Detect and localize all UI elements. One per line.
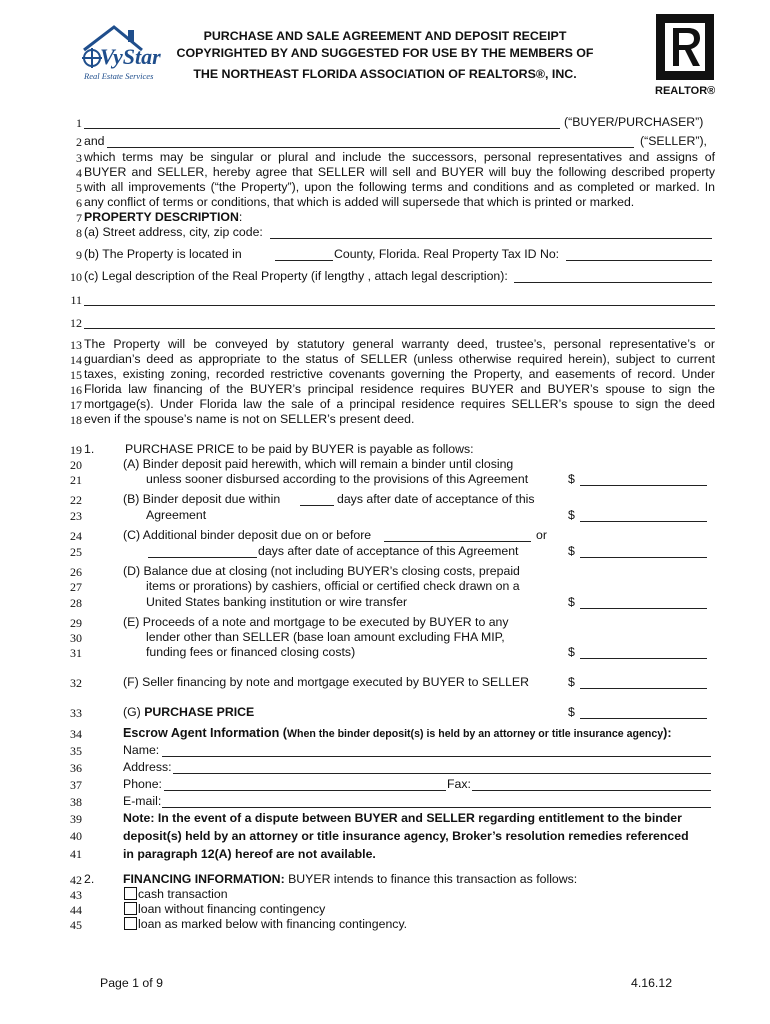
- county-label: (b) The Property is located in: [84, 247, 242, 261]
- line-number: 27: [70, 580, 82, 594]
- form-version: 4.16.12: [631, 976, 673, 990]
- line-number: 18: [70, 413, 82, 427]
- paragraph-line-16: Florida law financing of the BUYER’s principal residence requires BUYER and BUYER’s spouse to sign the: [84, 382, 715, 396]
- line-number: 13: [70, 338, 82, 352]
- realtor-label: REALTOR®: [655, 85, 716, 97]
- loan-no-contingency-label: loan without financing contingency: [138, 902, 326, 916]
- line-number: 35: [70, 744, 82, 758]
- item-b-label-2: days after date of acceptance of this: [337, 492, 535, 506]
- loan-with-contingency-label: loan as marked below with financing contingency.: [138, 917, 408, 931]
- dollar-sign: $: [568, 508, 575, 522]
- item-d-line-2: items or prorations) by cashiers, official or certified check drawn on a: [146, 579, 520, 593]
- legal-description-line-11[interactable]: [84, 293, 715, 306]
- dollar-sign: $: [568, 595, 575, 609]
- line-number: 20: [70, 458, 82, 472]
- line-number: 7: [76, 211, 82, 225]
- line-number: 38: [70, 795, 82, 809]
- note-line-40: deposit(s) held by an attorney or title insurance agency, Broker’s resolution remedies referenced: [123, 829, 689, 843]
- note-line-39: Note: In the event of a dispute between BUYER and SELLER regarding entitlement to the binder: [123, 811, 682, 825]
- paragraph-line-17: mortgage(s). Under Florida law the sale of a principal residence requires SELLER’s spouse to sign the deed: [84, 397, 715, 411]
- realtor-r-icon: [656, 14, 714, 80]
- section-1-number: 1.: [84, 442, 95, 456]
- line-number: 3: [76, 151, 82, 165]
- header-line-2: COPYRIGHTED BY AND SUGGESTED FOR USE BY THE MEMBERS OF: [176, 46, 594, 60]
- item-d-line-1: (D) Balance due at closing (not including BUYER’s closing costs, prepaid: [123, 564, 520, 578]
- logo-brand: VyStar: [100, 44, 161, 69]
- item-a-line-1: (A) Binder deposit paid herewith, which will remain a binder until closing: [123, 457, 514, 471]
- amount-f-field[interactable]: [580, 676, 707, 689]
- paragraph-line-6: any conflict of terms or conditions, that which is added will supersede that which is printed or marked.: [84, 195, 635, 209]
- street-address-label: (a) Street address, city, zip code:: [84, 225, 263, 239]
- paragraph-line-15: taxes, existing zoning, recorded restrictive covenants governing the Property, and easements of record. Under: [84, 367, 715, 381]
- escrow-agent-heading: [123, 726, 672, 742]
- item-c-line-2: days after date of acceptance of this Agreement: [258, 544, 519, 558]
- line-number: 1: [76, 116, 82, 130]
- paragraph-line-5: with all improvements (“the Property”), upon the following terms and conditions and as completed or marked. In: [84, 180, 715, 194]
- line-number: 31: [70, 646, 82, 660]
- item-c-or: or: [536, 528, 547, 542]
- line-number: 22: [70, 493, 82, 507]
- dollar-sign: $: [568, 705, 575, 719]
- line-number: 23: [70, 509, 82, 523]
- financing-title: FINANCING INFORMATION:: [123, 872, 285, 886]
- paragraph-line-4: BUYER and SELLER, hereby agree that SELLER will sell and BUYER will buy the following described property: [84, 165, 715, 179]
- escrow-address-field[interactable]: [173, 761, 711, 774]
- line-number: 6: [76, 196, 82, 210]
- line-number: 39: [70, 812, 82, 826]
- tax-id-label: County, Florida. Real Property Tax ID No:: [334, 247, 560, 261]
- paragraph-line-18: even if the spouse’s name is not on SELLER’s present deed.: [84, 412, 415, 426]
- escrow-fax-label: Fax:: [447, 777, 471, 791]
- escrow-email-field[interactable]: [162, 795, 711, 808]
- item-e-line-1: (E) Proceeds of a note and mortgage to be executed by BUYER to any: [123, 615, 509, 629]
- loan-no-contingency-checkbox[interactable]: [124, 902, 137, 915]
- item-a-line-2: unless sooner disbursed according to the provisions of this Agreement: [146, 472, 529, 486]
- item-g-line: [123, 705, 254, 720]
- escrow-phone-field[interactable]: [164, 778, 446, 791]
- note-line-41: in paragraph 12(A) hereof are not available.: [123, 847, 376, 861]
- seller-label: (“SELLER”),: [640, 134, 707, 148]
- line-number: 5: [76, 181, 82, 195]
- page-number: Page 1 of 9: [100, 976, 163, 990]
- additional-binder-date-field[interactable]: [384, 529, 531, 542]
- line-number: 9: [76, 248, 82, 262]
- paragraph-line-3: which terms may be singular or plural and include the successors, personal representatives and assigns of: [84, 150, 715, 164]
- legal-description-field[interactable]: [514, 270, 712, 283]
- and-text: and: [84, 134, 105, 148]
- binder-days-field[interactable]: [300, 493, 334, 506]
- escrow-name-label: Name:: [123, 743, 160, 757]
- line-number: 28: [70, 596, 82, 610]
- paragraph-line-13: The Property will be conveyed by statutory general warranty deed, trustee’s, personal representative’s or: [84, 337, 715, 351]
- line-number: 8: [76, 226, 82, 240]
- dollar-sign: $: [568, 675, 575, 689]
- line-number: 24: [70, 529, 82, 543]
- item-e-line-3: funding fees or financed closing costs): [146, 645, 356, 659]
- line-number: 26: [70, 565, 82, 579]
- line-number: 37: [70, 778, 82, 792]
- purchase-price-intro: PURCHASE PRICE to be paid by BUYER is payable as follows:: [125, 442, 474, 456]
- amount-a-field[interactable]: [580, 473, 707, 486]
- escrow-email-label: E-mail:: [123, 794, 162, 808]
- line-number: 14: [70, 353, 82, 367]
- option-loan-no-contingency[interactable]: [124, 902, 325, 917]
- line-number: 34: [70, 727, 82, 741]
- line-number: 21: [70, 473, 82, 487]
- logo-subtitle: Real Estate Services: [84, 71, 154, 81]
- property-description-title: PROPERTY DESCRIPTION: [84, 210, 239, 224]
- escrow-close: ):: [663, 726, 672, 740]
- cash-label: cash transaction: [138, 887, 228, 901]
- county-field[interactable]: [275, 248, 333, 261]
- item-d-line-3: United States banking institution or wire transfer: [146, 595, 408, 609]
- escrow-name-field[interactable]: [162, 744, 711, 757]
- loan-with-contingency-checkbox[interactable]: [124, 917, 137, 930]
- dollar-sign: $: [568, 472, 575, 486]
- line-number: 44: [70, 903, 82, 917]
- cash-checkbox[interactable]: [124, 887, 137, 900]
- additional-binder-days-field[interactable]: [148, 545, 257, 558]
- amount-d-field[interactable]: [580, 596, 707, 609]
- dollar-sign: $: [568, 645, 575, 659]
- financing-intro: BUYER intends to finance this transaction as follows:: [288, 872, 578, 886]
- buyer-label: (“BUYER/PURCHASER”): [564, 115, 704, 129]
- escrow-phone-label: Phone:: [123, 777, 162, 791]
- purchase-price-total-label: PURCHASE PRICE: [144, 705, 255, 719]
- street-address-field[interactable]: [270, 226, 712, 239]
- line-number: 45: [70, 918, 82, 932]
- line-number: 12: [70, 316, 82, 330]
- legal-description-label: (c) Legal description of the Real Property (if lengthy , attach legal description):: [84, 269, 508, 283]
- line-number: 36: [70, 761, 82, 775]
- legal-description-line-12[interactable]: [84, 316, 715, 329]
- amount-b-field[interactable]: [580, 509, 707, 522]
- line-number: 40: [70, 829, 82, 843]
- option-loan-with-contingency[interactable]: [124, 917, 407, 932]
- option-cash[interactable]: [124, 887, 228, 902]
- tax-id-field[interactable]: [566, 248, 712, 261]
- line-number: 30: [70, 631, 82, 645]
- property-description-heading: [84, 210, 715, 225]
- item-g-letter: (G): [123, 705, 141, 719]
- line-number: 19: [70, 443, 82, 457]
- line-number: 32: [70, 676, 82, 690]
- line-number: 17: [70, 398, 82, 412]
- line-number: 16: [70, 383, 82, 397]
- escrow-title: Escrow Agent Information (: [123, 726, 287, 740]
- header-line-1: PURCHASE AND SALE AGREEMENT AND DEPOSIT RECEIPT: [203, 29, 567, 43]
- line-number: 33: [70, 706, 82, 720]
- item-b-line-2: Agreement: [146, 508, 207, 522]
- escrow-fax-field[interactable]: [472, 778, 711, 791]
- line-number: 41: [70, 847, 82, 861]
- line-number: 11: [70, 293, 82, 307]
- line-number: 42: [70, 873, 82, 887]
- item-c-label: (C) Additional binder deposit due on or before: [123, 528, 372, 542]
- paragraph-line-14: guardian’s deed as appropriate to the status of SELLER (unless otherwise required herein), subject to current: [84, 352, 715, 366]
- line-number: 4: [76, 166, 82, 180]
- line-number: 2: [76, 135, 82, 149]
- seller-name-field[interactable]: [107, 135, 634, 148]
- header-line-3: THE NORTHEAST FLORIDA ASSOCIATION OF REALTORS®, INC.: [193, 67, 577, 81]
- financing-heading: [123, 872, 577, 887]
- purchase-price-total-field[interactable]: [580, 706, 707, 719]
- item-f-line: (F) Seller financing by note and mortgage executed by BUYER to SELLER: [123, 675, 530, 689]
- amount-e-field[interactable]: [580, 646, 707, 659]
- buyer-name-field[interactable]: [84, 116, 560, 129]
- line-number: 15: [70, 368, 82, 382]
- item-b-label: (B) Binder deposit due within: [123, 492, 281, 506]
- line-number: 43: [70, 888, 82, 902]
- escrow-note: When the binder deposit(s) is held by an attorney or title insurance agency: [286, 728, 664, 740]
- heading-colon: :: [238, 210, 243, 224]
- line-number: 29: [70, 616, 82, 630]
- dollar-sign: $: [568, 544, 575, 558]
- section-2-number: 2.: [84, 872, 95, 886]
- amount-c-field[interactable]: [580, 545, 707, 558]
- line-number: 25: [70, 545, 82, 559]
- line-number: 10: [70, 270, 82, 284]
- item-e-line-2: lender other than SELLER (base loan amount excluding FHA MIP,: [146, 630, 505, 644]
- escrow-address-label: Address:: [123, 760, 172, 774]
